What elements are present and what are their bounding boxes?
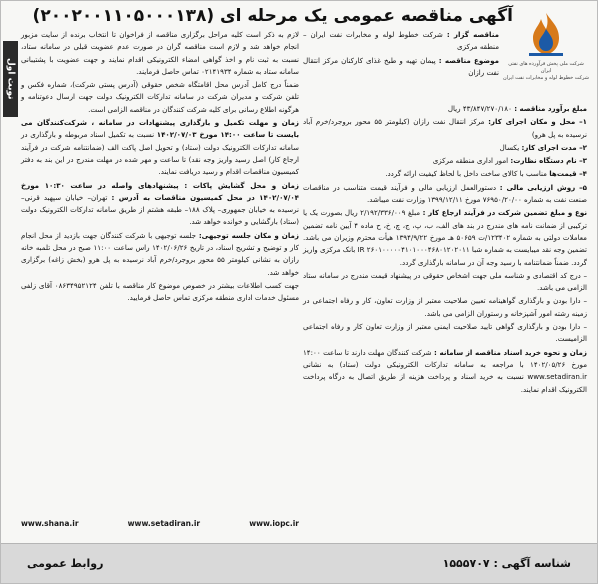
left-column — [21, 29, 299, 306]
footer-bar — [1, 543, 597, 583]
note-economic-code: – درج کد اقتصادی و شناسه ملی جهت اشخاص حقوقی در پیشنهاد قیمت مندرج در سامانه ستاد الزامی می باشد. — [303, 270, 587, 293]
page-title: آگهی مناقصه عمومی یک مرحله ای (۲۰۰۲۰۰۱۱۰۵۰۰۰۱۳۸) — [32, 6, 513, 26]
briefing-session: زمان و مکان جلسه توجیهی: جلسه توجیهی با شرکت کنندگان جهت بازدید از محل انجام کار و توضیح و تشریح اسناد، در تاریخ ۱۴۰۲/۰۶/۲۶ راس ساعت ۱۱:۰۰ صبح در محل تلمبه خانه رازان به نشانی کیلومتر ۵۵ محور بروجرد/خرم آباد نرسیده به پل هرو (بخش زاغه) برگزاری خواهد شد. — [21, 230, 300, 277]
item-duration: ۲– مدت اجرای کار: یکسال — [499, 142, 587, 152]
contact-info: جهت کسب اطلاعات بیشتر در خصوص موضوع کار مناقصه با تلفن ۰۸۶۳۴۹۵۲۱۲۴ آقای زلفی مسئول خدمات اداری منطقه مرکزی تماس حاصل فرمایید. — [21, 280, 299, 303]
link-shana[interactable]: www.shana.ir — [21, 519, 79, 528]
note-qualification: – دارا بودن و بارگذاری گواهینامه تعیین صلاحیت معتبر از وزارت تعاون، کار و رفاه اجتماعی در زمینه رشته امور آشپزخانه و رستوران الزامی می باشد. — [303, 296, 587, 318]
docs-purchase: زمان و نحوه خرید اسناد مناقصه از سامانه : شرکت کنندگان مهلت دارند تا ساعت ۱۴:۰۰ مورخ ۱۴۰۲/۰۵/۲۶ با مراجعه به سامانه تدارکات الکترونیکی دولت (ستاد) به نشانی www.setadiran.ir نسبت به خرید اسناد و پرداخت هزینه از طریق اتصال به درگاه پرداخت الکترونیک اقدام نمایند. — [303, 347, 587, 394]
logo-caption: شرکت ملی پخش فرآورده های نفتی ایران شرکت خطوط لوله و مخابرات نفت ایران — [502, 61, 589, 81]
estimate: مبلغ برآورد مناقصه : ۴۳/۸۴۷/۲۷۰/۱۸۰ ریال — [447, 104, 587, 113]
submission-deadline: زمان و مهلت تکمیل و بارگذاری پیشنهادات در سامانه ، شرکت‌کنندگان می بایست تا ساعت ۱۴:۰۰ مورخ ۱۴۰۲/۰۷/۰۳ نسبت به تکمیل اسناد مربوطه و بارگذاری در سامانه تدارکات الکترونیک دولت (ستاد) و تحویل اصل پاکت الف (ضمانتنامه شرکت در فرآیند ارجاع کار) اصل رسید واریز وجه نقد) تا ساعت و مهر شده در مهلت مندرج در این بند به دفتر کمیسیون مناقصات اقدام و رسید دریافت نمایند. — [21, 118, 299, 177]
website-links — [21, 519, 299, 528]
right-column — [303, 29, 587, 397]
guarantee: نوع و مبلغ تضمین شرکت در فرآیند ارجاع کار : مبلغ ۲/۱۹۲/۳۳۶/۰۰۹ ریال بصورت یک یا ترکیبی از ضمانت نامه های مندرج در بند های الف، ب، پ، ج، چ، خ، ح ماده ۴ آیین نامه تضمین معاملات دولتی به شماره ۱۲۳۴۰۲/ت ۵۰۶۵۹ هـ مورخ ۱۳۹۴/۹/۲۲ هیأت محترم وزیران می باشد. تضمین وجه نقد میبایست به شماره شبا IR ۲۶۰۱۰۰۰۰۰۴۱۰۱۰۰۰۴۶۸۰۱۲۰۲۰۱۱ بانک مرکزی واریز گردد. ضمناً ضمانتنامه با رسید وجه آن در سامانه بارگذاری گردد. — [303, 208, 587, 267]
para-registration: لازم به ذکر است کلیه مراحل برگزاری مناقصه از فراخوان تا انتخاب برنده از سایت مزبور انجام خواهد شد و لازم است مناقصه گران در صورت عدم عضویت قبلی در سامانه ستاد، نسبت به ثبت نام و اخذ گواهی امضاء الکترونیکی اقدام نمایند و جهت عضویت با پشتیبانی سامانه ستاد به شماره ۰۲۱۴۱۹۳۴ تماس حاصل فرمایند. — [21, 30, 299, 76]
public-relations: روابط عمومی — [27, 557, 104, 570]
item-supervisor: ۳– نام دستگاه نظارت: امور اداری منطقه مرکزی — [432, 156, 587, 166]
opening-time: زمان و محل گشایش پاکات : پیشنهادهای واصله در ساعت ۱۰:۳۰ مورخ ۱۴۰۲/۰۷/۰۴ در محل کمیسیون مناقصات به آدرس : تهران– خیابان سپهبد قرنی– نرسیده به خیابان جمهوری– پلاک ۱۸۸– طبقه هشتم از طریق سامانه تدارکات الکترونیک دولت (ستاد) بارگشایی و خوانده خواهد شد. — [21, 180, 300, 227]
employer: مناقصه گزار : شرکت خطوط لوله و مخابرات نفت ایران – منطقه مرکزی — [303, 30, 499, 52]
para-address: ضمناً درج کامل آدرس محل اقامتگاه شخص حقوقی (آدرس پستی شرکت)، شماره فکس و تلفن شرکت و مدیران شرکت در سامانه تدارکات الکترونیک دولت جهت ارسال دعوتنامه و هرگونه اطلاع رسانی برای کلیه شرکت کنندگان در مناقصه الزامی است. — [21, 80, 299, 114]
item-location: ۱– محل و مکان اجرای کار: مرکز انتقال نفت رازان (کیلومتر ۵۵ محور بروجرد/خرم آباد نرسیده به پل هرو) — [303, 117, 587, 139]
link-setadiran[interactable]: www.setadiran.ir — [127, 519, 201, 528]
item-evaluation: ۵– روش ارزیابی مالی : دستورالعمل ارزیابی مالی و فرآیند قیمت متناسب در مناقصات صنعت نفت به شماره ۷۶۹۵۰/۲۰/۰۰ مورخ ۱۳۹۹/۱۲/۱۱ وزارت نفت میباشد. — [303, 182, 587, 205]
item-prices: ۴– قیمت‌ها مناسب با کالای ساخت داخل با لحاظ کیفیت ارائه گردد. — [385, 169, 587, 179]
insertion-badge: نوبت اول — [3, 41, 18, 117]
note-safety: – دارا بودن و بارگذاری گواهی تایید صلاحیت ایمنی معتبر از وزارت تعاون کار و رفاه اجتماعی الزامیست. — [303, 322, 587, 344]
ad-id: شناسه آگهی : ۱۵۵۵۷۰۷ — [442, 557, 571, 570]
subject: موضوع مناقصه : پیمان تهیه و طبخ غذای کارکنان مرکز انتقال نفت رازان — [303, 55, 500, 77]
link-iopc[interactable]: www.iopc.ir — [249, 519, 299, 528]
